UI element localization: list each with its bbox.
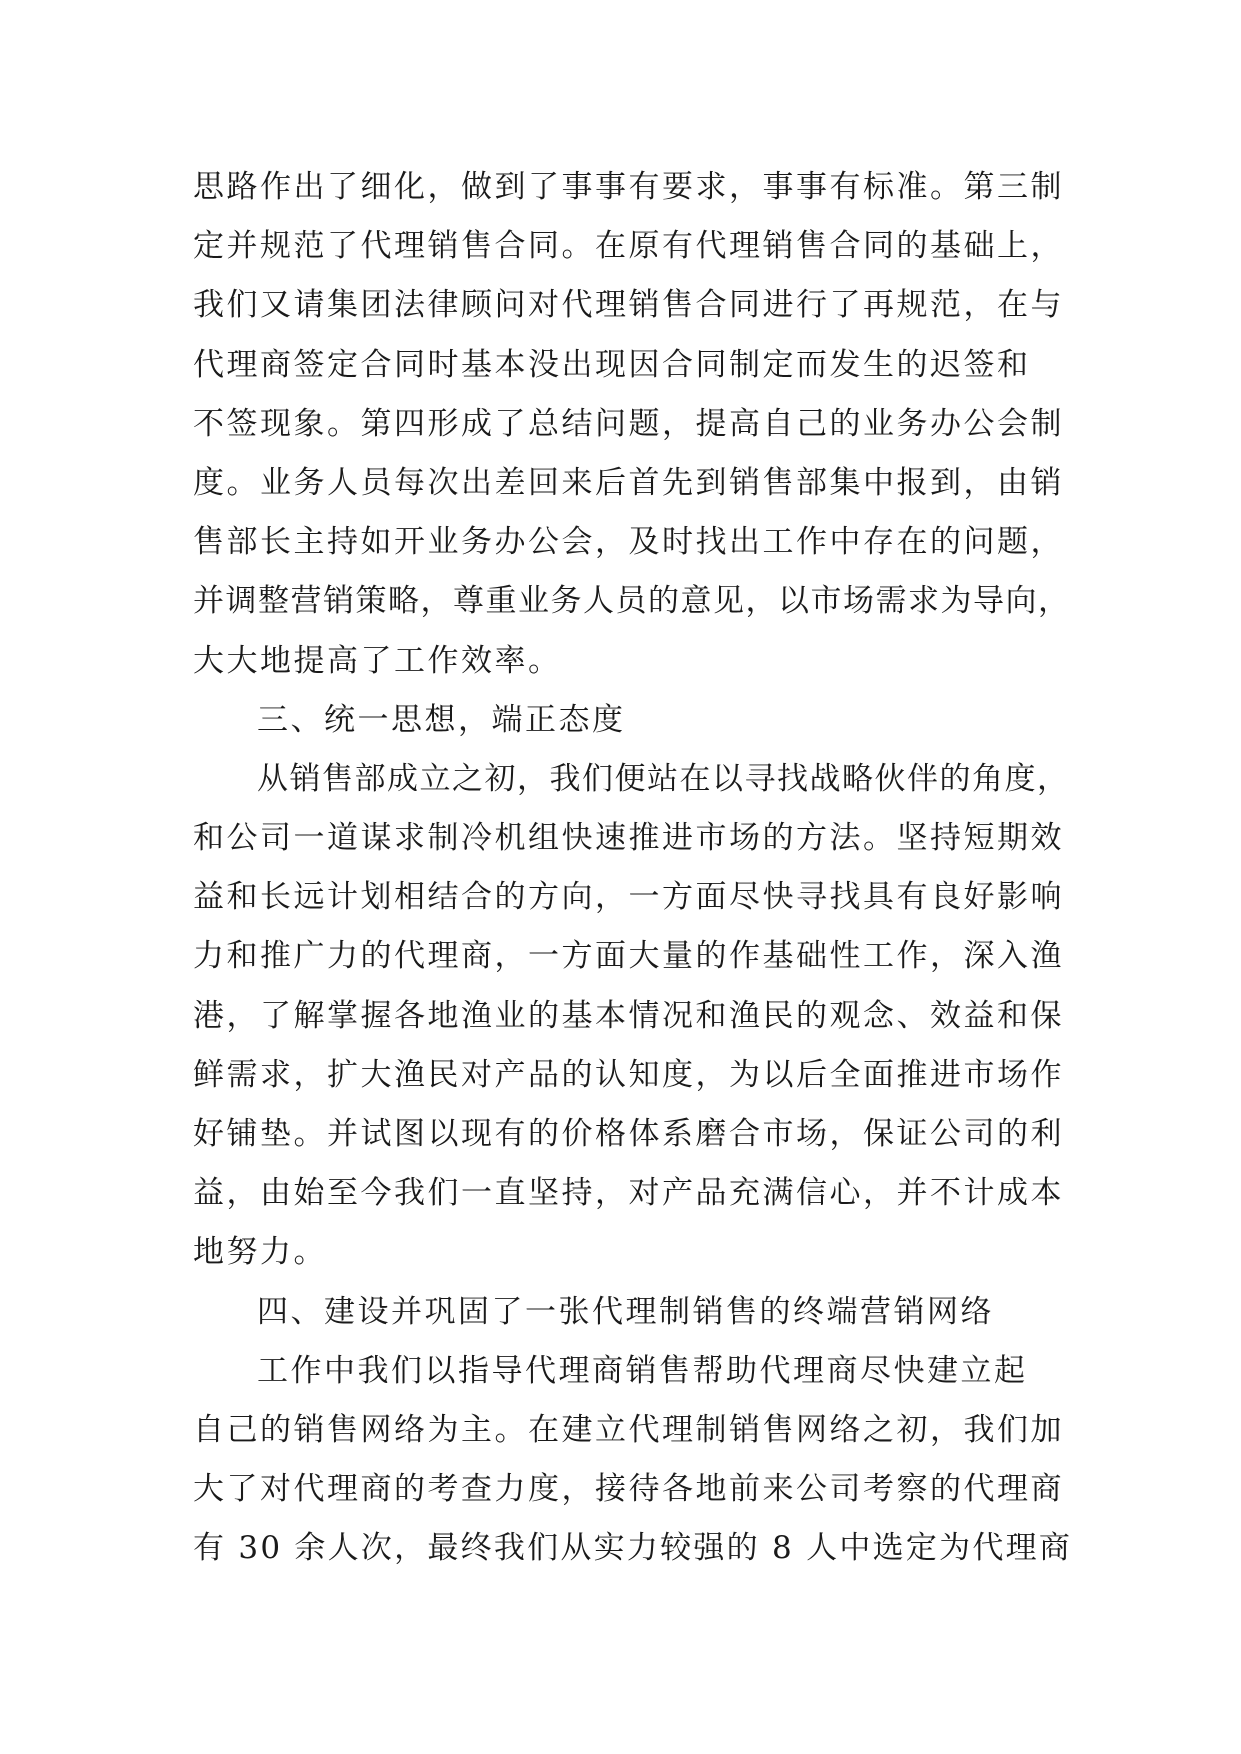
text-line: 不签现象。第四形成了总结问题，提高自己的业务办公会制 <box>193 405 1064 442</box>
text-line: 有 30 余人次，最终我们从实力较强的 8 人中选定为代理商 <box>193 1530 1073 1567</box>
text-line: 力和推广力的代理商，一方面大量的作基础性工作，深入渔 <box>193 938 1064 975</box>
text-line: 益和长远计划相结合的方向，一方面尽快寻找具有良好影响 <box>193 879 1064 916</box>
text-line: 售部长主持如开业务办公会，及时找出工作中存在的问题， <box>193 524 1064 561</box>
text-line: 度。业务人员每次出差回来后首先到销售部集中报到，由销 <box>193 464 1064 501</box>
text-line: 工作中我们以指导代理商销售帮助代理商尽快建立起 <box>257 1352 1028 1389</box>
text-line: 代理商签定合同时基本没出现因合同制定而发生的迟签和 <box>193 346 1031 383</box>
text-line: 定并规范了代理销售合同。在原有代理销售合同的基础上， <box>193 228 1064 265</box>
text-line: 港，了解掌握各地渔业的基本情况和渔民的观念、效益和保 <box>193 997 1064 1034</box>
text-line: 三、统一思想，端正态度 <box>257 701 626 738</box>
text-line: 和公司一道谋求制冷机组快速推进市场的方法。坚持短期效 <box>193 820 1064 857</box>
text-line: 四、建设并巩固了一张代理制销售的终端营销网络 <box>257 1293 994 1330</box>
text-line: 我们又请集团法律顾问对代理销售合同进行了再规范，在与 <box>193 287 1064 324</box>
body-text <box>193 158 1073 1579</box>
text-line: 思路作出了细化，做到了事事有要求，事事有标准。第三制 <box>193 169 1064 205</box>
text-line: 地努力。 <box>193 1234 327 1271</box>
text-line: 大了对代理商的考查力度，接待各地前来公司考察的代理商 <box>193 1471 1064 1508</box>
text-line: 从销售部成立之初，我们便站在以寻找战略伙伴的角度， <box>257 760 1070 797</box>
text-line: 益，由始至今我们一直坚持，对产品充满信心，并不计成本 <box>193 1175 1064 1212</box>
text-line: 并调整营销策略，尊重业务人员的意见，以市场需求为导向， <box>193 583 1071 620</box>
text-line: 好铺垫。并试图以现有的价格体系磨合市场，保证公司的利 <box>193 1116 1064 1152</box>
text-line: 鲜需求，扩大渔民对产品的认知度，为以后全面推进市场作 <box>193 1056 1064 1093</box>
text-line: 自己的销售网络为主。在建立代理制销售网络之初，我们加 <box>193 1411 1064 1448</box>
text-line: 大大地提高了工作效率。 <box>193 642 562 679</box>
